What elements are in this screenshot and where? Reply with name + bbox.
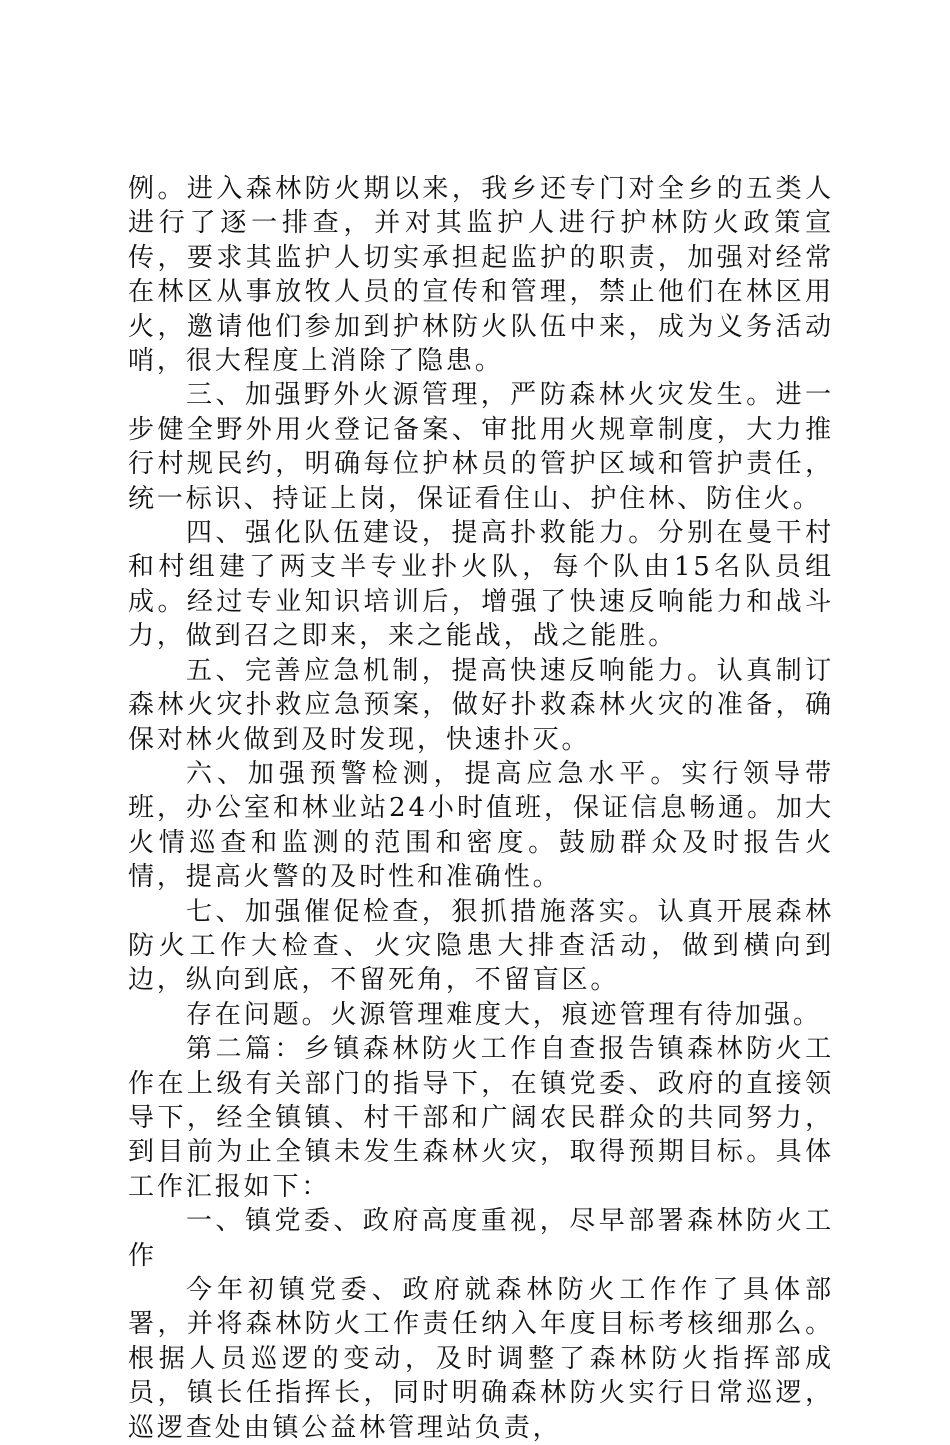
- paragraph-continuation: 例。进入森林防火期以来，我乡还专门对全乡的五类人进行了逐一排查，并对其监护人进行护林防火政策宣传，要求其监护人切实承担起监护的职责，加强对经常在林区从事放牧人员的宣传和管理，禁止他们在林区用火，邀请他们参加到护林防火队伍中来，成为义务活动哨，很大程度上消除了隐患。: [128, 174, 834, 377]
- paragraph-section-three: 三、加强野外火源管理，严防森林火灾发生。进一步健全野外用火登记备案、审批用火规章制度，大力推行村规民约，明确每位护林员的管护区域和管护责任，统一标识、持证上岗，保证看住山、护住林、防住火。: [128, 380, 834, 514]
- document-body: [128, 172, 834, 1445]
- paragraph-part-two-intro: 第二篇：乡镇森林防火工作自查报告镇森林防火工作在上级有关部门的指导下，在镇党委、政府的直接领导下，经全镇镇、村干部和广阔农民群众的共同努力，到目前为止全镇未发生森林火灾，取得预期目标。具体工作汇报如下：: [128, 1034, 834, 1202]
- paragraph-section-six: 六、加强预警检测，提高应急水平。实行领导带班，办公室和林业站24小时值班，保证信息畅通。加大火情巡查和监测的范围和密度。鼓励群众及时报告火情，提高火警的及时性和准确性。: [128, 758, 834, 893]
- paragraph-section-four: 四、强化队伍建设，提高扑救能力。分别在曼干村和村组建了两支半专业扑火队，每个队由15名队员组成。经过专业知识培训后，增强了快速反响能力和战斗力，做到召之即来，来之能战，战之能胜。: [128, 518, 834, 652]
- paragraph-deployment: 今年初镇党委、政府就森林防火工作作了具体部署，并将森林防火工作责任纳入年度目标考核细那么。根据人员巡逻的变动，及时调整了森林防火指挥部成员，镇长任指挥长，同时明确森林防火实行日常巡逻，巡逻查处由镇公益林管理站负责，: [128, 1275, 834, 1443]
- paragraph-heading-one: 一、镇党委、政府高度重视，尽早部署森林防火工作: [128, 1206, 834, 1271]
- paragraph-section-seven: 七、加强催促检查，狠抓措施落实。认真开展森林防火工作大检查、火灾隐患大排查活动，做到横向到边，纵向到底，不留死角，不留盲区。: [128, 896, 834, 996]
- paragraph-section-five: 五、完善应急机制，提高快速反响能力。认真制订森林火灾扑救应急预案，做好扑救森林火灾的准备，确保对林火做到及时发现，快速扑灭。: [128, 655, 834, 755]
- paragraph-existing-problems: 存在问题。火源管理难度大，痕迹管理有待加强。: [186, 999, 822, 1030]
